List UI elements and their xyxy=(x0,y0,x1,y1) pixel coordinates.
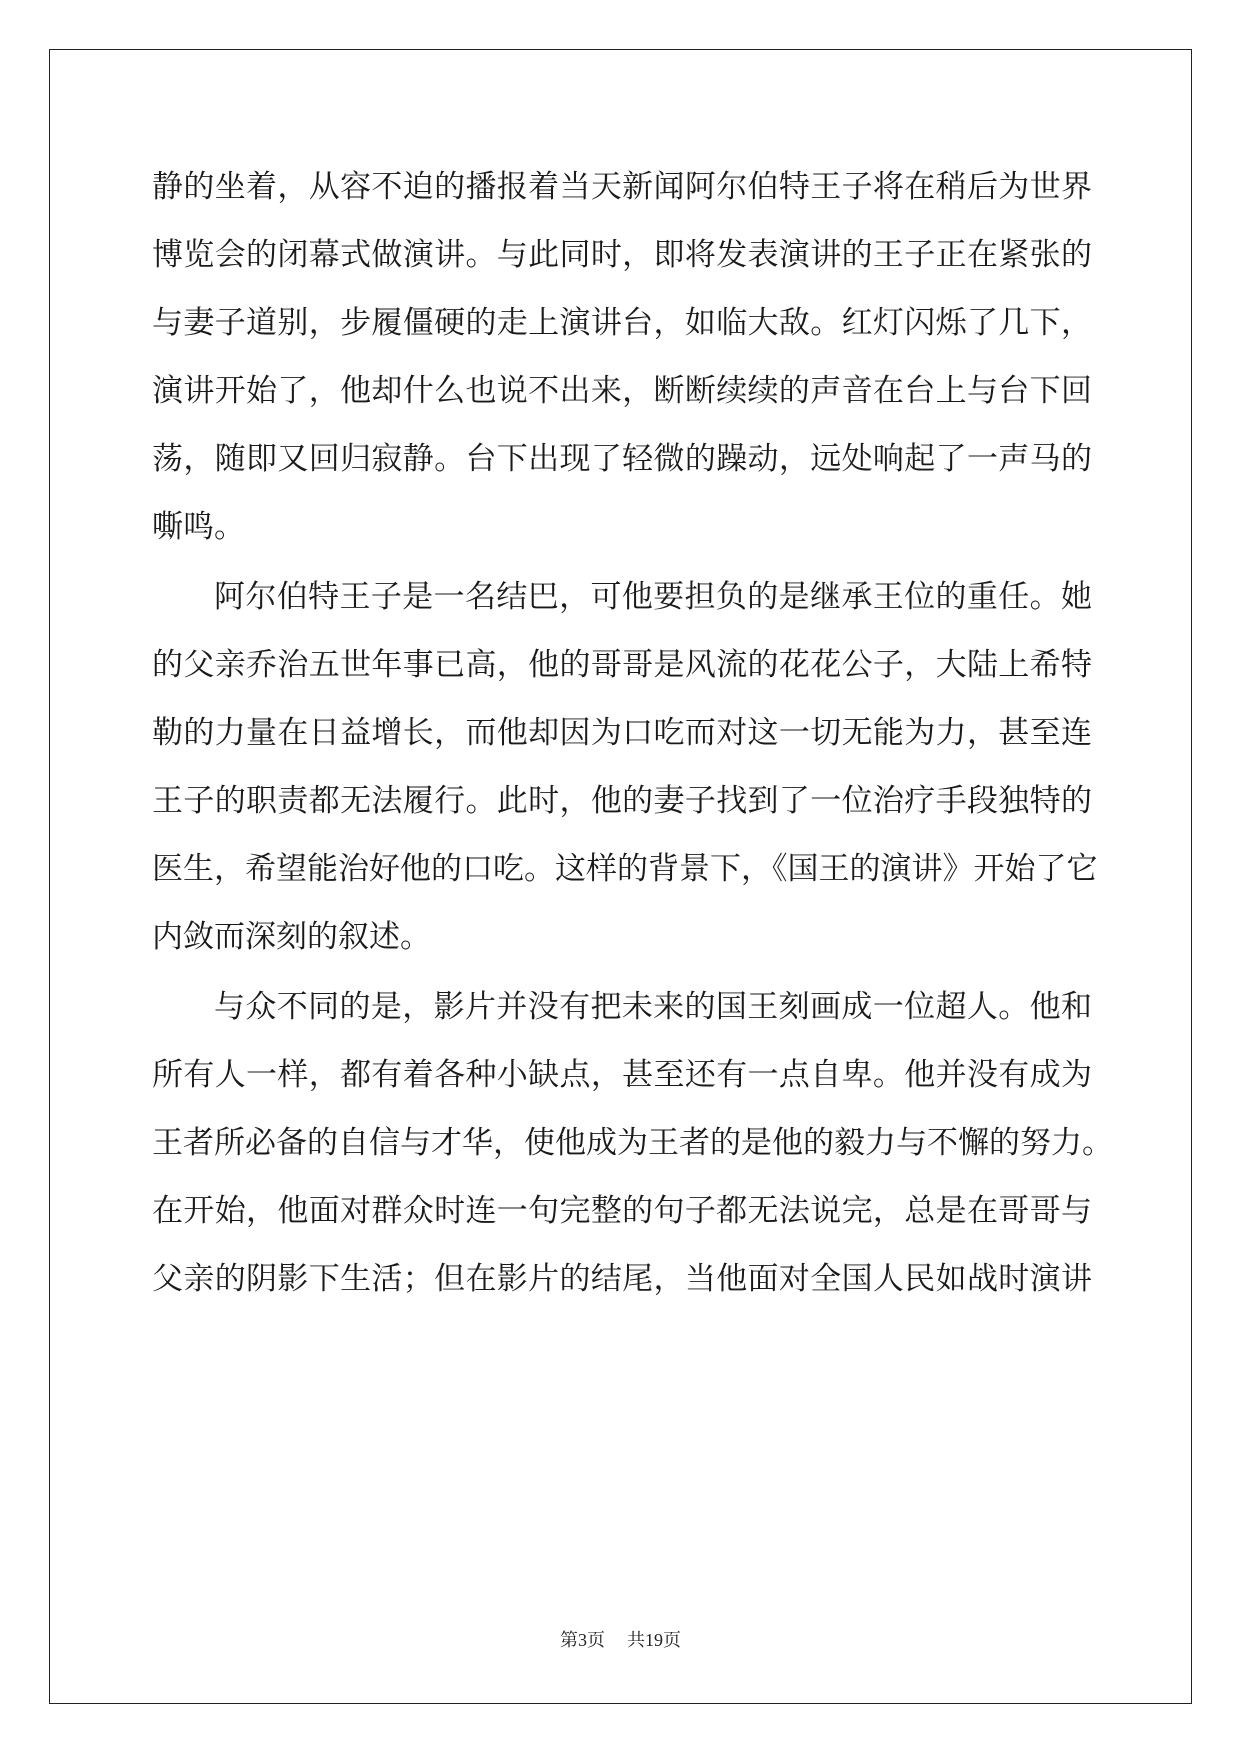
text-line: 演讲开始了，他却什么也说不出来，断断续续的声音在台上与台下回 xyxy=(152,373,1092,409)
text-line: 医生，希望能治好他的口吃。这样的背景下，《国王的演讲》开始了它 xyxy=(152,851,1098,887)
text-line: 内敛而深刻的叙述。 xyxy=(152,919,431,955)
text-line: 王子的职责都无法履行。此时，他的妻子找到了一位治疗手段独特的 xyxy=(152,783,1092,819)
page-footer xyxy=(0,1626,1241,1652)
text-line: 的父亲乔治五世年事已高，他的哥哥是风流的花花公子，大陆上希特 xyxy=(152,647,1092,683)
text-line: 父亲的阴影下生活；但在影片的结尾，当他面对全国人民如战时演讲 xyxy=(152,1261,1092,1297)
text-line: 静的坐着，从容不迫的播报着当天新闻阿尔伯特王子将在稍后为世界 xyxy=(152,169,1092,205)
text-line: 博览会的闭幕式做演讲。与此同时，即将发表演讲的王子正在紧张的 xyxy=(152,237,1092,273)
text-line: 勒的力量在日益增长，而他却因为口吃而对这一切无能为力，甚至连 xyxy=(152,715,1092,751)
text-line: 荡，随即又回归寂静。台下出现了轻微的躁动，远处响起了一声马的 xyxy=(152,441,1092,477)
paragraph-first-line: 阿尔伯特王子是一名结巴，可他要担负的是继承王位的重任。她 xyxy=(214,579,1092,615)
page-number: 第3页 xyxy=(560,1630,605,1650)
paragraph-first-line: 与众不同的是，影片并没有把未来的国王刻画成一位超人。他和 xyxy=(214,989,1092,1025)
text-line: 与妻子道别，步履僵硬的走上演讲台，如临大敌。红灯闪烁了几下， xyxy=(152,305,1092,341)
text-line: 所有人一样，都有着各种小缺点，甚至还有一点自卑。他并没有成为 xyxy=(152,1057,1092,1093)
page-total: 共19页 xyxy=(627,1630,681,1650)
text-line: 王者所必备的自信与才华，使他成为王者的是他的毅力与不懈的努力。 xyxy=(152,1125,1113,1161)
text-line: 嘶鸣。 xyxy=(152,509,245,545)
text-line: 在开始，他面对群众时连一句完整的句子都无法说完，总是在哥哥与 xyxy=(152,1193,1092,1229)
